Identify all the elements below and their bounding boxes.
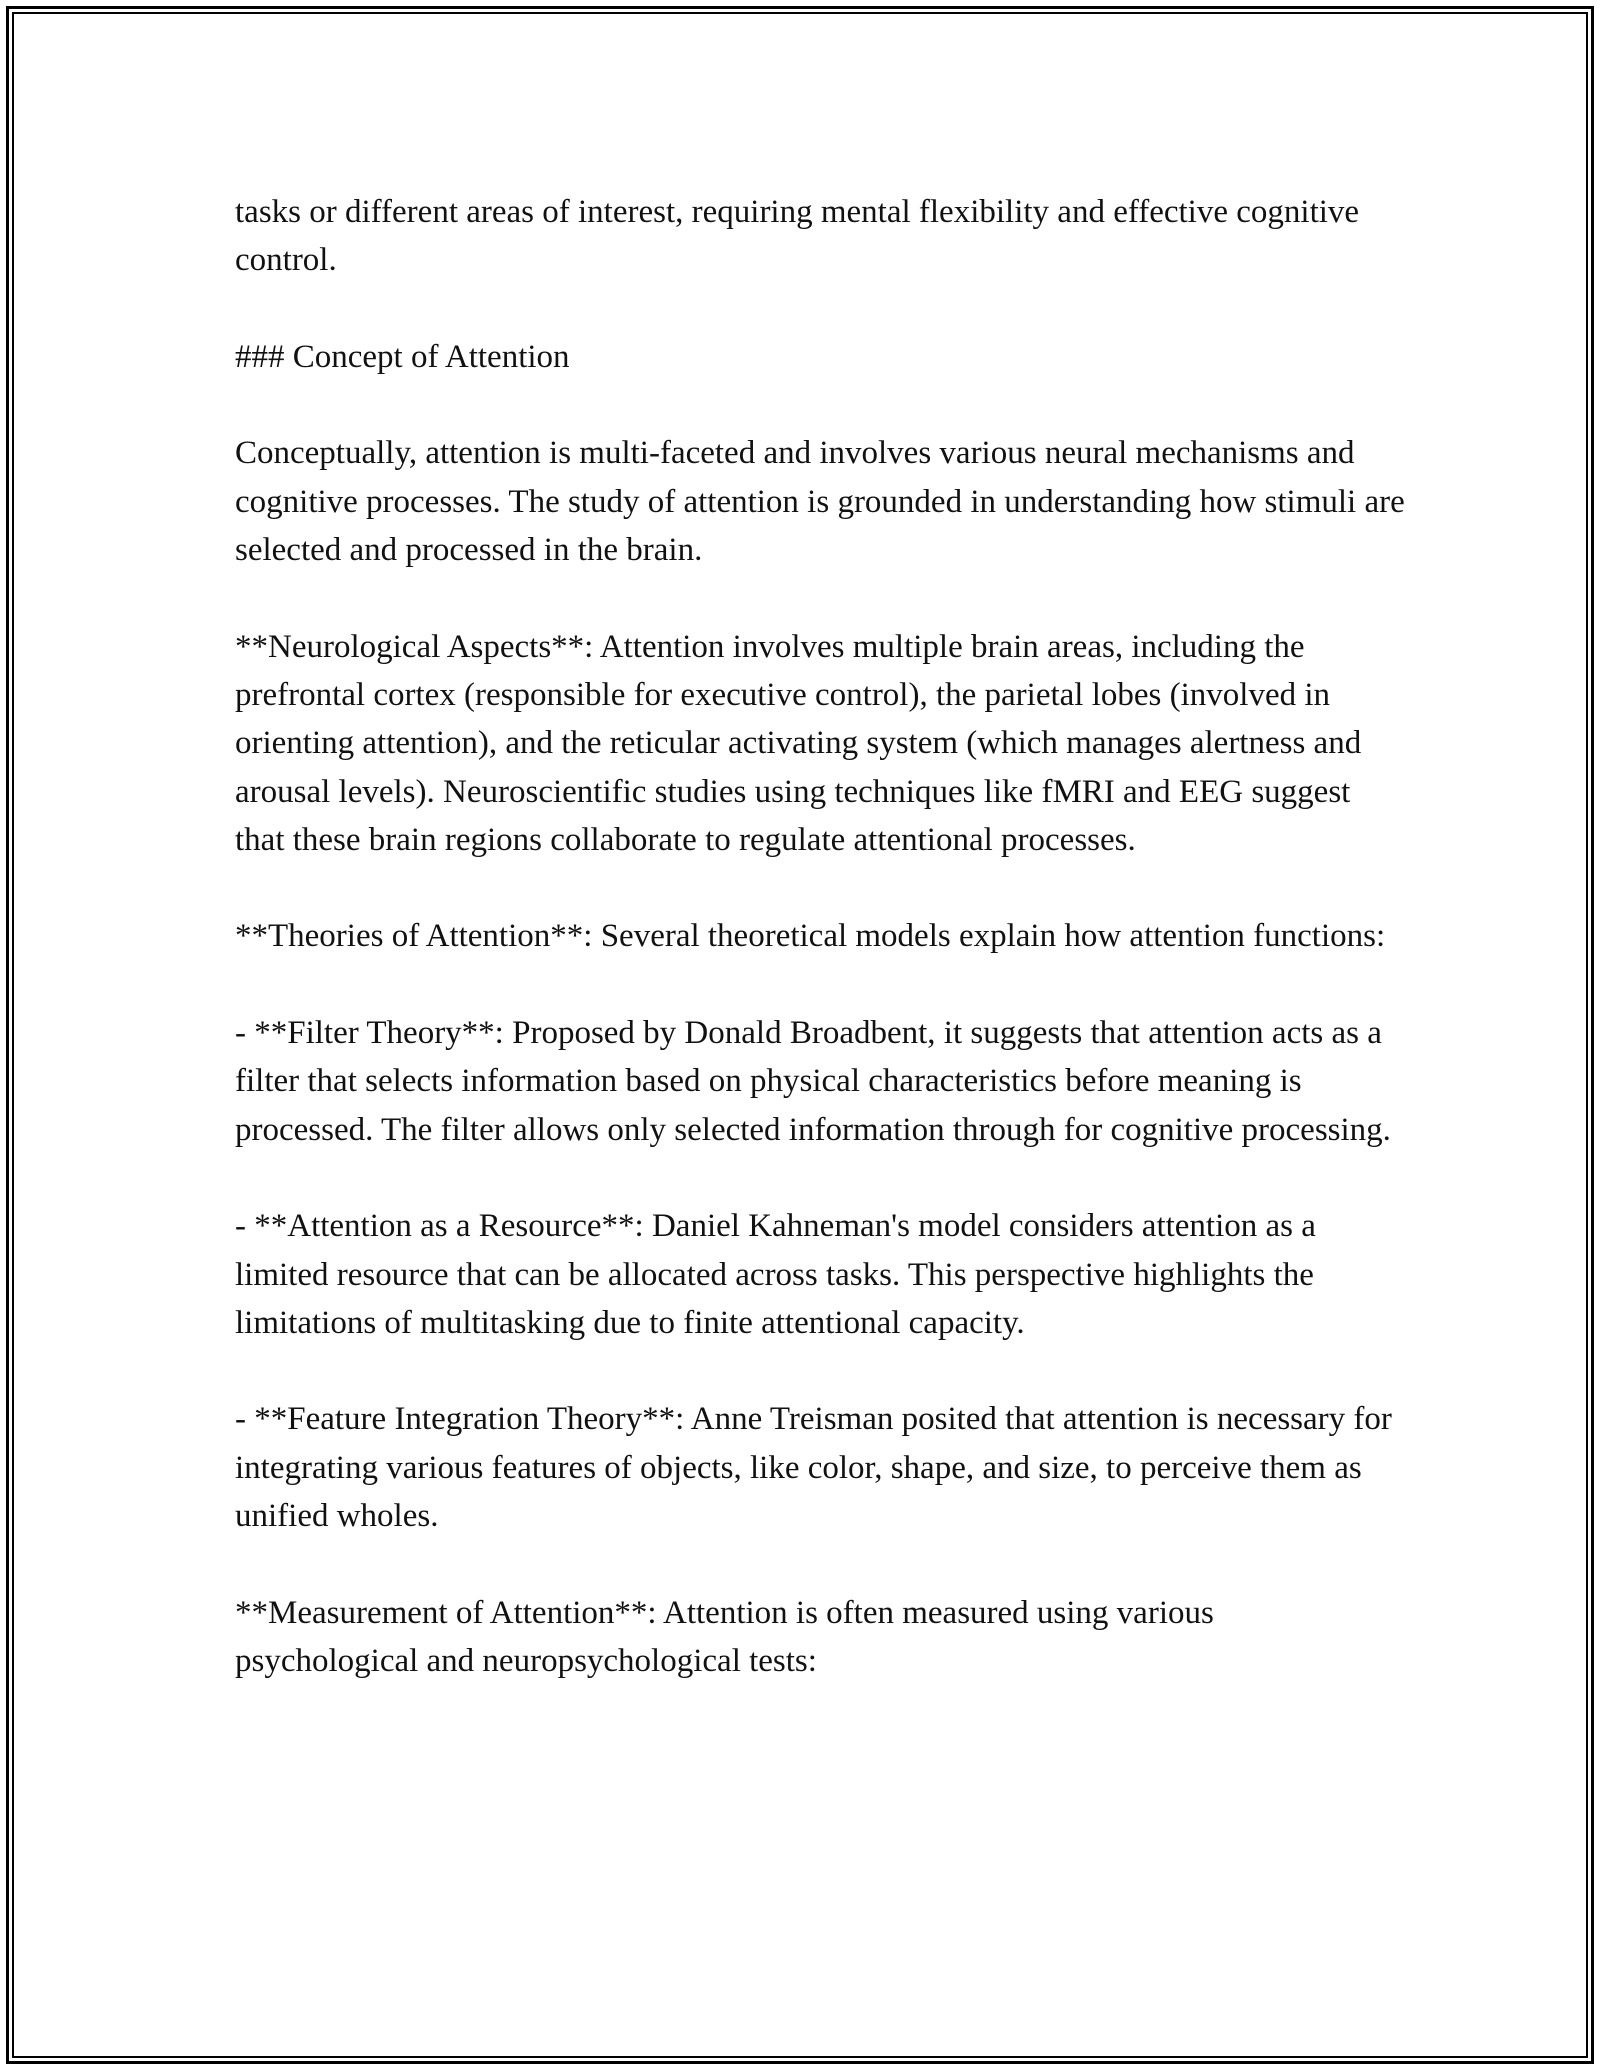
- list-item-feature-integration: - **Feature Integration Theory**: Anne Treisman posited that attention is necessary for integrating various features of objects, like color, shape, and size, to perceive them as unified wholes.: [235, 1401, 1392, 1535]
- paragraph-neurological-aspects: **Neurological Aspects**: Attention involves multiple brain areas, including the prefrontal cortex (responsible for executive control), the parietal lobes (involved in orienting attention), and the reticular activating system (which manages alertness and arousal levels). Neuroscientific studies using techniques like fMRI and EEG suggest that these brain regions collaborate to regulate attentional processes.: [235, 628, 1362, 858]
- paragraph-measurement: **Measurement of Attention**: Attention is often measured using various psychological and neuropsychological tests:: [235, 1594, 1214, 1679]
- list-item-attention-resource: - **Attention as a Resource**: Daniel Kahneman's model considers attention as a limited resource that can be allocated across tasks. This perspective highlights the limitations of multitasking due to finite attentional capacity.: [235, 1208, 1316, 1341]
- list-item-filter-theory: - **Filter Theory**: Proposed by Donald Broadbent, it suggests that attention acts as a filter that selects information based on physical characteristics before meaning is processed. The filter allows only selected information through for cognitive processing.: [235, 1015, 1391, 1148]
- section-heading: ### Concept of Attention: [235, 338, 570, 375]
- paragraph-theories-intro: **Theories of Attention**: Several theoretical models explain how attention functions:: [235, 918, 1386, 955]
- paragraph-concept: Conceptually, attention is multi-faceted and involves various neural mechanisms and cognitive processes. The study of attention is grounded in understanding how stimuli are selected and processed in the brain.: [235, 435, 1405, 569]
- document-body: [235, 188, 1405, 1734]
- paragraph-continuation: tasks or different areas of interest, requiring mental flexibility and effective cognitive control.: [235, 194, 1360, 279]
